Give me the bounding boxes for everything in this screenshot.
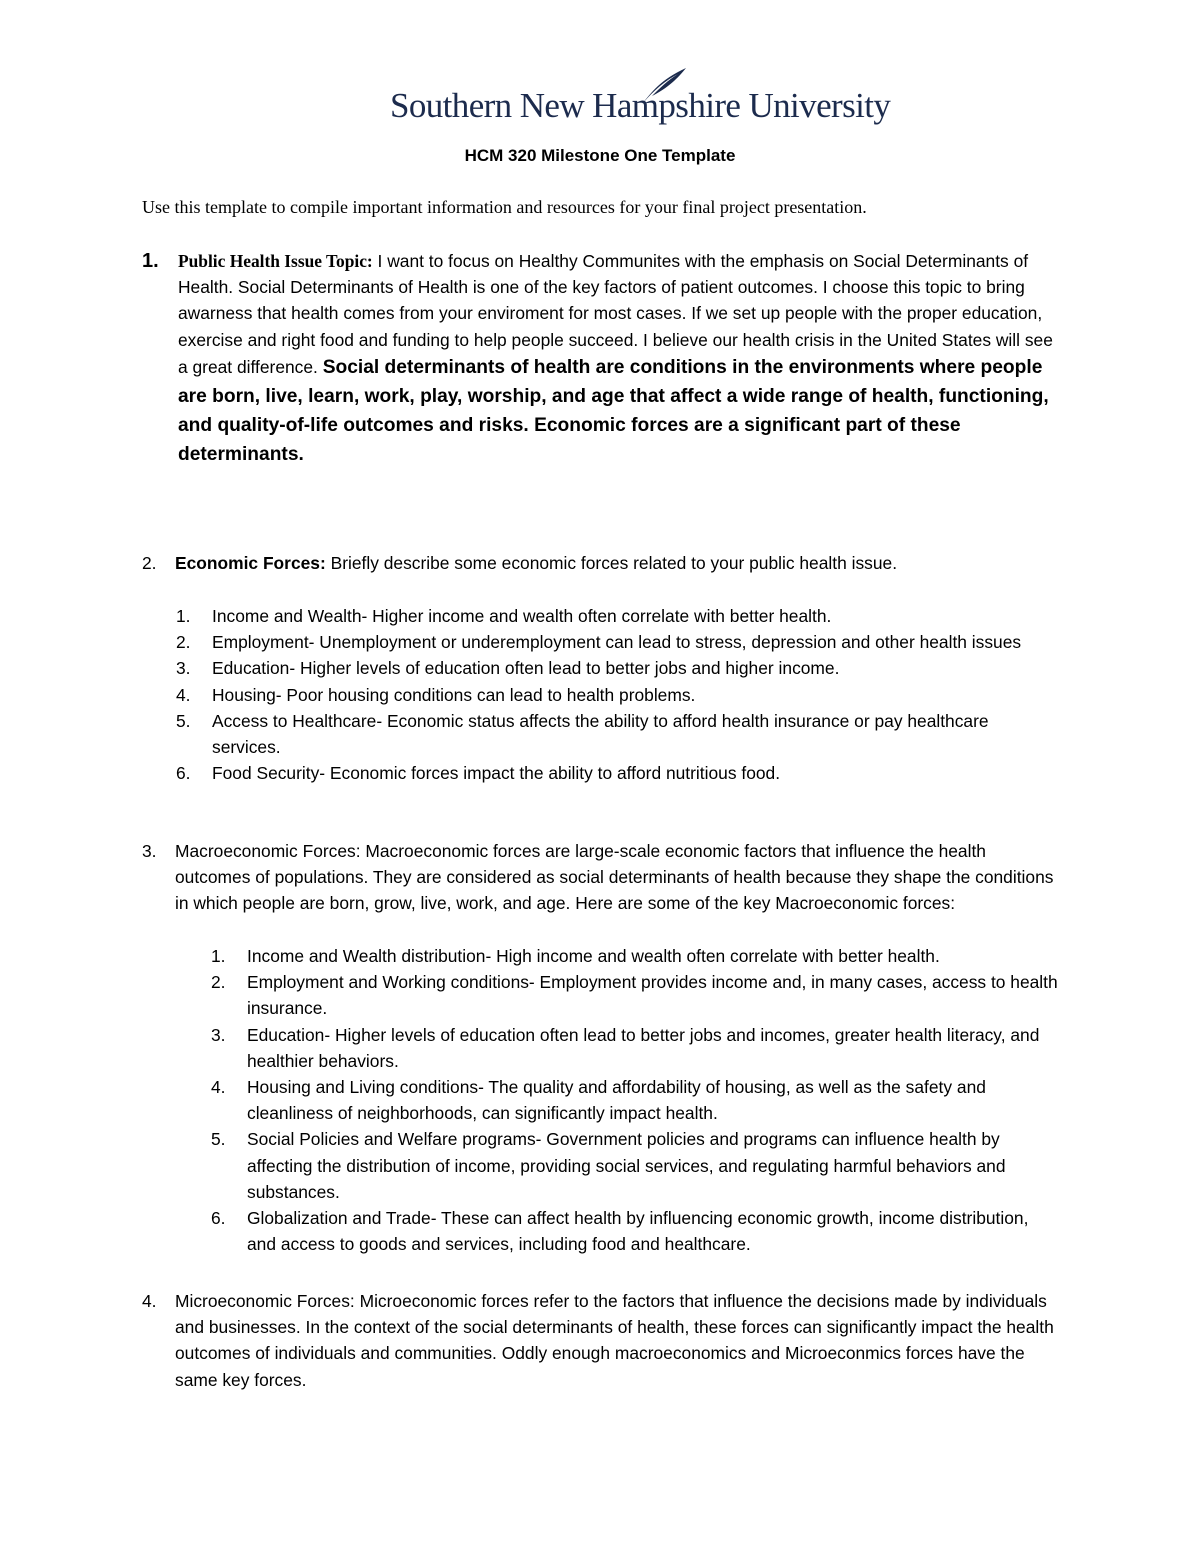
list-item: 4. Housing- Poor housing conditions can lead to health problems.: [176, 684, 696, 705]
section-public-health-issue: [142, 248, 1062, 469]
list-item: 1. Income and Wealth- Higher income and wealth often correlate with better health.: [176, 606, 832, 626]
list-item: 4. Housing and Living conditions- The quality and affordability of housing, as well as the safety and cleanliness of neighborhoods, can significantly impact health.: [211, 1077, 986, 1124]
section-number: 4.: [142, 1291, 157, 1311]
section-bold-text: Social determinants of health are conditions in the environments where people are born, live, learn, work, play, worship, and age that affect a wide range of health, functioning, and quality-of-life outcomes and risks. Economic forces are a significant part of these determinants.: [178, 356, 1049, 465]
section-text: Briefly describe some economic forces related to your public health issue.: [325, 553, 898, 573]
section-microeconomic-forces: [142, 1288, 1062, 1393]
list-item: 2. Employment and Working conditions- Employment provides income and, in many cases, access to health insurance.: [211, 972, 1058, 1019]
section-text: Macroeconomic Forces: Macroeconomic forces are large-scale economic factors that influence the health outcomes of populations. They are considered as social determinants of health because they shape the conditions in which people are born, grow, live, work, and age. Here are some of the key Macroeconomic forces:: [175, 841, 1054, 914]
section-label: Public Health Issue Topic:: [178, 251, 373, 271]
section-number: 2.: [142, 553, 157, 573]
page-title: HCM 320 Milestone One Template: [464, 146, 736, 165]
section-text: I want to focus on Healthy Communites with the emphasis on Social Determinants of Health. Social Determinants of Health is one of the key factors of patient outcomes. I choose this topic to bring awarness that health comes from your enviroment for most cases. If we set up people with the proper education, exercise and right food and funding to help people succeed. I believe our health crisis in the United States will see a great difference.: [178, 251, 1053, 377]
section-economic-forces: [142, 550, 1062, 576]
section-text: Microeconomic Forces: Microeconomic forces refer to the factors that influence the decisions made by individuals and businesses. In the context of the social determinants of health, these forces can significantly impact the health outcomes of individuals and communities. Oddly enough macroeconomics and Microeconmics forces have the same key forces.: [175, 1291, 1054, 1390]
feather-icon: [638, 66, 690, 106]
university-logo: [390, 66, 891, 136]
section-macroeconomic-forces: [142, 838, 1062, 917]
section-number: 3.: [142, 841, 157, 861]
list-item: 5. Access to Healthcare- Economic status affects the ability to afford health insurance or pay healthcare services.: [176, 710, 989, 758]
section-label: Economic Forces:: [175, 553, 326, 573]
list-item: 2. Employment- Unemployment or underemployment can lead to stress, depression and other health issues: [176, 632, 1022, 653]
logo-text: Southern New Hampshire University: [390, 86, 891, 125]
list-item: 6. Food Security- Economic forces impact the ability to afford nutritious food.: [176, 763, 781, 784]
economic-forces-list: [176, 603, 1056, 786]
list-item: 5. Social Policies and Welfare programs- Government policies and programs can influence health by affecting the distribution of income, providing social services, and regulating harmful behaviors and substances.: [211, 1129, 1006, 1202]
intro-text: Use this template to compile important information and resources for your final project presentation.: [142, 197, 867, 217]
list-item: 6. Globalization and Trade- These can affect health by influencing economic growth, income distribution, and access to goods and services, including food and healthcare.: [211, 1208, 1029, 1255]
list-item: 1. Income and Wealth distribution- High income and wealth often correlate with better health.: [211, 946, 940, 966]
section-number: 1.: [142, 250, 159, 272]
macroeconomic-forces-list: [211, 943, 1061, 1257]
list-item: 3. Education- Higher levels of education often lead to better jobs and higher income.: [176, 658, 840, 679]
list-item: 3. Education- Higher levels of education often lead to better jobs and incomes, greater health literacy, and healthier behaviors.: [211, 1024, 1040, 1071]
